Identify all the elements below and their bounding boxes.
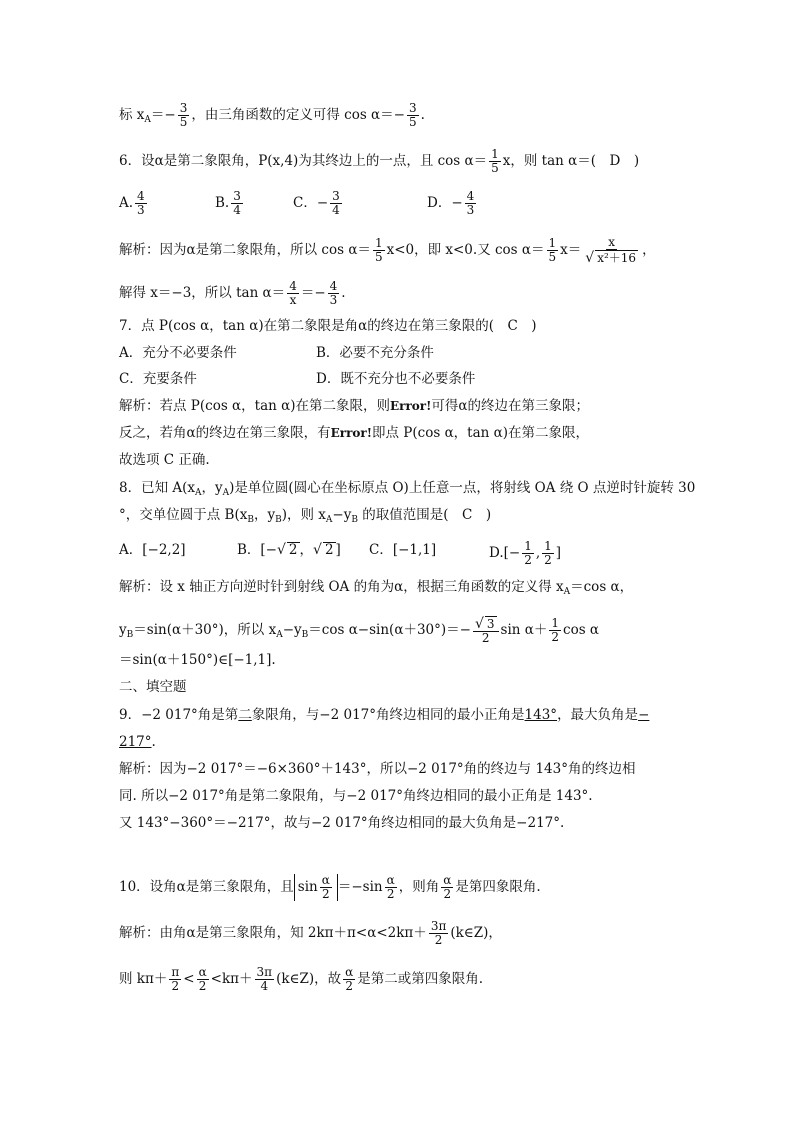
- fraction: [473, 616, 499, 645]
- fraction: [169, 966, 181, 993]
- question-8-solution-3: ＝sin(α＋150°)∈[−1,1].: [119, 652, 276, 668]
- numerator: α: [345, 965, 354, 979]
- numerator: 4: [137, 189, 145, 203]
- text: x＝: [560, 242, 582, 258]
- radicand: 3: [486, 617, 495, 631]
- option-c: [293, 190, 344, 217]
- text: (k∈Z)，: [450, 925, 502, 941]
- text: 标 x: [119, 107, 145, 123]
- fraction: [407, 102, 419, 129]
- fraction: [522, 540, 534, 567]
- fraction: [373, 237, 385, 264]
- radicand: x²＋16: [597, 251, 637, 265]
- numerator: 3: [233, 189, 241, 203]
- question-6: [119, 148, 639, 175]
- error-text: Error!: [390, 399, 432, 413]
- sqrt-icon: √: [313, 542, 322, 558]
- denominator: 4: [260, 979, 269, 993]
- sqrt-icon: √: [585, 250, 595, 266]
- fraction: [465, 190, 477, 217]
- text: D.[−: [489, 545, 521, 561]
- text: 的取值范围是( C ): [357, 507, 492, 523]
- option-label: A.: [119, 195, 134, 211]
- subscript: B: [275, 515, 282, 525]
- question-9-solution-1: 解析：因为−2 017°＝−6×360°＋143°，所以−2 017°角的终边与 143°角的终边相: [119, 761, 636, 777]
- subscript: A: [222, 488, 230, 498]
- fraction: [583, 236, 640, 265]
- radicand: 2: [324, 542, 334, 558]
- numerator: α: [321, 873, 330, 887]
- question-8-solution-1: [119, 577, 633, 602]
- fraction: [489, 148, 501, 175]
- answer-blank: 二: [238, 707, 252, 723]
- denominator: [583, 250, 640, 265]
- fraction: [255, 966, 275, 993]
- fraction: [385, 874, 397, 901]
- text: ＝−: [150, 107, 176, 123]
- text: −y: [282, 622, 302, 638]
- denominator: x: [289, 293, 297, 307]
- fraction: [197, 966, 209, 993]
- denominator: 4: [332, 203, 340, 217]
- option-c: C．[−1,1]: [369, 542, 437, 558]
- text: x，则 tan α＝( D ): [502, 153, 640, 169]
- denominator: 2: [345, 979, 354, 993]
- denominator: 2: [321, 887, 330, 901]
- denominator: 2: [544, 553, 552, 567]
- numerator: α: [198, 965, 207, 979]
- text: B．[−: [237, 542, 277, 558]
- error-text: Error!: [330, 426, 373, 440]
- fraction: [441, 874, 453, 901]
- numerator: 1: [524, 539, 532, 553]
- numerator: x: [608, 235, 616, 249]
- text: sin α＋: [500, 622, 548, 638]
- answer-blank: −: [638, 707, 650, 723]
- denominator: 2: [524, 553, 532, 567]
- fraction: [429, 920, 449, 947]
- text: 8．已知 A(x: [119, 480, 196, 496]
- text: cos α: [563, 622, 600, 638]
- text: .: [151, 734, 156, 750]
- text: ，最大负角是: [557, 707, 639, 723]
- text: sin: [297, 879, 318, 895]
- denominator: 2: [434, 933, 443, 947]
- text: −y: [332, 507, 352, 523]
- text: .: [420, 107, 425, 123]
- answer-blank: 143°: [524, 707, 558, 723]
- question-7-solution-3: 故选项 C 正确.: [119, 452, 210, 468]
- question-7-solution-1: [119, 396, 589, 416]
- text: ＝sin(α＋30°)，所以 x: [133, 622, 277, 638]
- numerator: 3: [409, 101, 417, 115]
- text: 反之，若角α的终边在第三象限，有: [119, 425, 331, 441]
- text: )是单位圆(圆心在坐标原点 O)上任意一点，将射线 OA 绕 O 点逆时针旋转 30: [229, 480, 696, 496]
- denominator: 5: [179, 115, 188, 129]
- text: 解析：由角α是第三象限角，知 2kπ＋π<α<2kπ＋: [119, 925, 427, 941]
- text: ，: [642, 242, 656, 258]
- numerator: [473, 616, 499, 632]
- answer-blank: 217°: [119, 734, 152, 750]
- denominator: 3: [329, 293, 338, 307]
- sqrt-icon: √: [277, 542, 286, 558]
- fraction: [330, 190, 342, 217]
- question-7-option-b: B．必要不充分条件: [316, 345, 434, 361]
- text: )，则 x: [281, 507, 326, 523]
- denominator: 2: [171, 979, 180, 993]
- question-6-solution-1: [119, 236, 656, 265]
- question-7-solution-2: [119, 423, 589, 443]
- text: 解析：因为α是第二象限角，所以 cos α＝: [119, 242, 371, 258]
- option-d: [489, 540, 561, 567]
- denominator: 2: [443, 887, 452, 901]
- text: 象限角，与−2 017°角终边相同的最小正角是: [251, 707, 525, 723]
- text: ＝cos α，: [570, 579, 634, 595]
- numerator: 1: [544, 539, 552, 553]
- subscript: A: [144, 115, 151, 125]
- option-label: D．−: [427, 195, 463, 211]
- denominator: 2: [198, 979, 207, 993]
- denominator: 3: [137, 203, 145, 217]
- question-9-solution-3: 又 143°−360°＝−217°，故与−2 017°角终边相同的最大负角是−217°.: [119, 815, 565, 831]
- text: <: [183, 971, 195, 987]
- text: ＝−: [300, 285, 326, 301]
- option-label: B.: [215, 195, 230, 211]
- subscript: A: [563, 587, 571, 597]
- question-7-option-c: C．充要条件: [119, 371, 197, 387]
- numerator: 4: [329, 279, 338, 293]
- subscript: A: [195, 488, 202, 498]
- text: ]: [555, 545, 562, 561]
- numerator: 4: [466, 189, 475, 203]
- line-1: [119, 102, 425, 130]
- radicand: 2: [288, 542, 298, 558]
- option-b: [215, 190, 245, 217]
- question-10-solution-2: [119, 966, 483, 993]
- numerator: 3π: [256, 965, 273, 979]
- numerator: 1: [491, 147, 499, 161]
- text: <kπ＋: [210, 971, 253, 987]
- text: ＝−sin: [337, 879, 383, 895]
- question-6-solution-2: [119, 280, 346, 307]
- subscript: B: [351, 515, 358, 525]
- denominator: 2: [386, 887, 395, 901]
- fraction: [343, 966, 355, 993]
- text: .: [341, 285, 346, 301]
- option-label: C．−: [293, 195, 329, 211]
- fraction: [542, 540, 554, 567]
- denominator: 5: [374, 250, 383, 264]
- denominator: 2: [551, 630, 560, 644]
- denominator: 5: [491, 161, 499, 175]
- text: (k∈Z)，故: [276, 971, 342, 987]
- fraction: [135, 190, 147, 217]
- numerator: 3: [179, 101, 188, 115]
- fraction: [287, 280, 299, 307]
- question-10: [119, 874, 541, 901]
- question-8-line-2: [119, 505, 491, 530]
- question-9-solution-2: 同. 所以−2 017°角是第二象限角，与−2 017°角终边相同的最小正角是 143°.: [119, 788, 593, 804]
- text: 10．设角α是第三象限角，且: [119, 879, 294, 895]
- question-10-solution-1: [119, 920, 502, 947]
- text: ，由三角函数的定义可得 cos α＝−: [191, 107, 405, 123]
- section-heading-fill-in: 二、填空题: [119, 679, 187, 695]
- text: ，y: [201, 480, 223, 496]
- numerator: 3π: [430, 919, 447, 933]
- subscript: B: [126, 630, 134, 640]
- text: 是第二或第四象限角.: [357, 971, 484, 987]
- option-d: [427, 190, 478, 217]
- text: °，交单位圆于点 B(x: [119, 507, 248, 523]
- fraction: [549, 617, 561, 644]
- fraction: [320, 874, 332, 901]
- subscript: A: [276, 630, 283, 640]
- question-9-line-2: [119, 732, 156, 752]
- numerator: 1: [548, 236, 557, 250]
- subscript: B: [301, 630, 309, 640]
- text: 则 kπ＋: [119, 971, 168, 987]
- subscript: B: [247, 515, 254, 525]
- text: ,: [535, 545, 541, 561]
- text: 解析：若点 P(cos α，tan α)在第二象限，则: [119, 398, 391, 414]
- numerator: 1: [551, 616, 560, 630]
- text: ，: [299, 542, 314, 558]
- denominator: 4: [233, 203, 241, 217]
- text: 是第四象限角.: [455, 879, 541, 895]
- numerator: 1: [374, 236, 383, 250]
- question-7-option-d: D．既不充分也不必要条件: [316, 371, 476, 387]
- text: ＝cos α−sin(α＋30°)＝−: [308, 622, 471, 638]
- option-b: [237, 540, 341, 560]
- numerator: 3: [332, 189, 340, 203]
- numerator: α: [443, 873, 452, 887]
- text: y: [119, 622, 127, 638]
- text: 可得α的终边在第三象限；: [431, 398, 590, 414]
- fraction: [178, 102, 190, 129]
- text: x<0，即 x<0.又 cos α＝: [386, 242, 545, 258]
- fraction: [547, 237, 559, 264]
- fraction: [328, 280, 340, 307]
- text: 解得 x＝−3，所以 tan α＝: [119, 285, 286, 301]
- denominator: 5: [548, 250, 557, 264]
- numerator: α: [386, 873, 395, 887]
- text: 9．−2 017°角是第: [119, 707, 239, 723]
- question-9-line-1: [119, 705, 649, 725]
- text: 即点 P(cos α，tan α)在第二象限，: [372, 425, 590, 441]
- sqrt-icon: √: [474, 616, 484, 632]
- text: ]: [335, 542, 341, 558]
- question-8-line-1: [119, 478, 695, 503]
- text: 解析：设 x 轴正方向逆时针到射线 OA 的角为α，根据三角函数的定义得 x: [119, 579, 564, 595]
- denominator: 2: [481, 631, 490, 645]
- numerator: 4: [289, 279, 297, 293]
- fraction: [231, 190, 243, 217]
- text: ，y: [253, 507, 276, 523]
- numerator: π: [171, 965, 180, 979]
- question-7: 7．点 P(cos α，tan α)在第二象限是角α的终边在第三象限的( C ): [119, 318, 537, 334]
- subscript: A: [325, 515, 333, 525]
- option-a: [119, 190, 149, 217]
- text: ，则角: [398, 879, 440, 895]
- denominator: 5: [409, 115, 417, 129]
- absolute-value: [294, 874, 338, 901]
- question-8-solution-2: [119, 616, 599, 645]
- option-a: A．[−2,2]: [119, 542, 186, 558]
- text: 6．设α是第二象限角，P(x,4)为其终边上的一点，且 cos α＝: [119, 153, 488, 169]
- question-7-option-a: A．充分不必要条件: [119, 345, 237, 361]
- denominator: 3: [466, 203, 475, 217]
